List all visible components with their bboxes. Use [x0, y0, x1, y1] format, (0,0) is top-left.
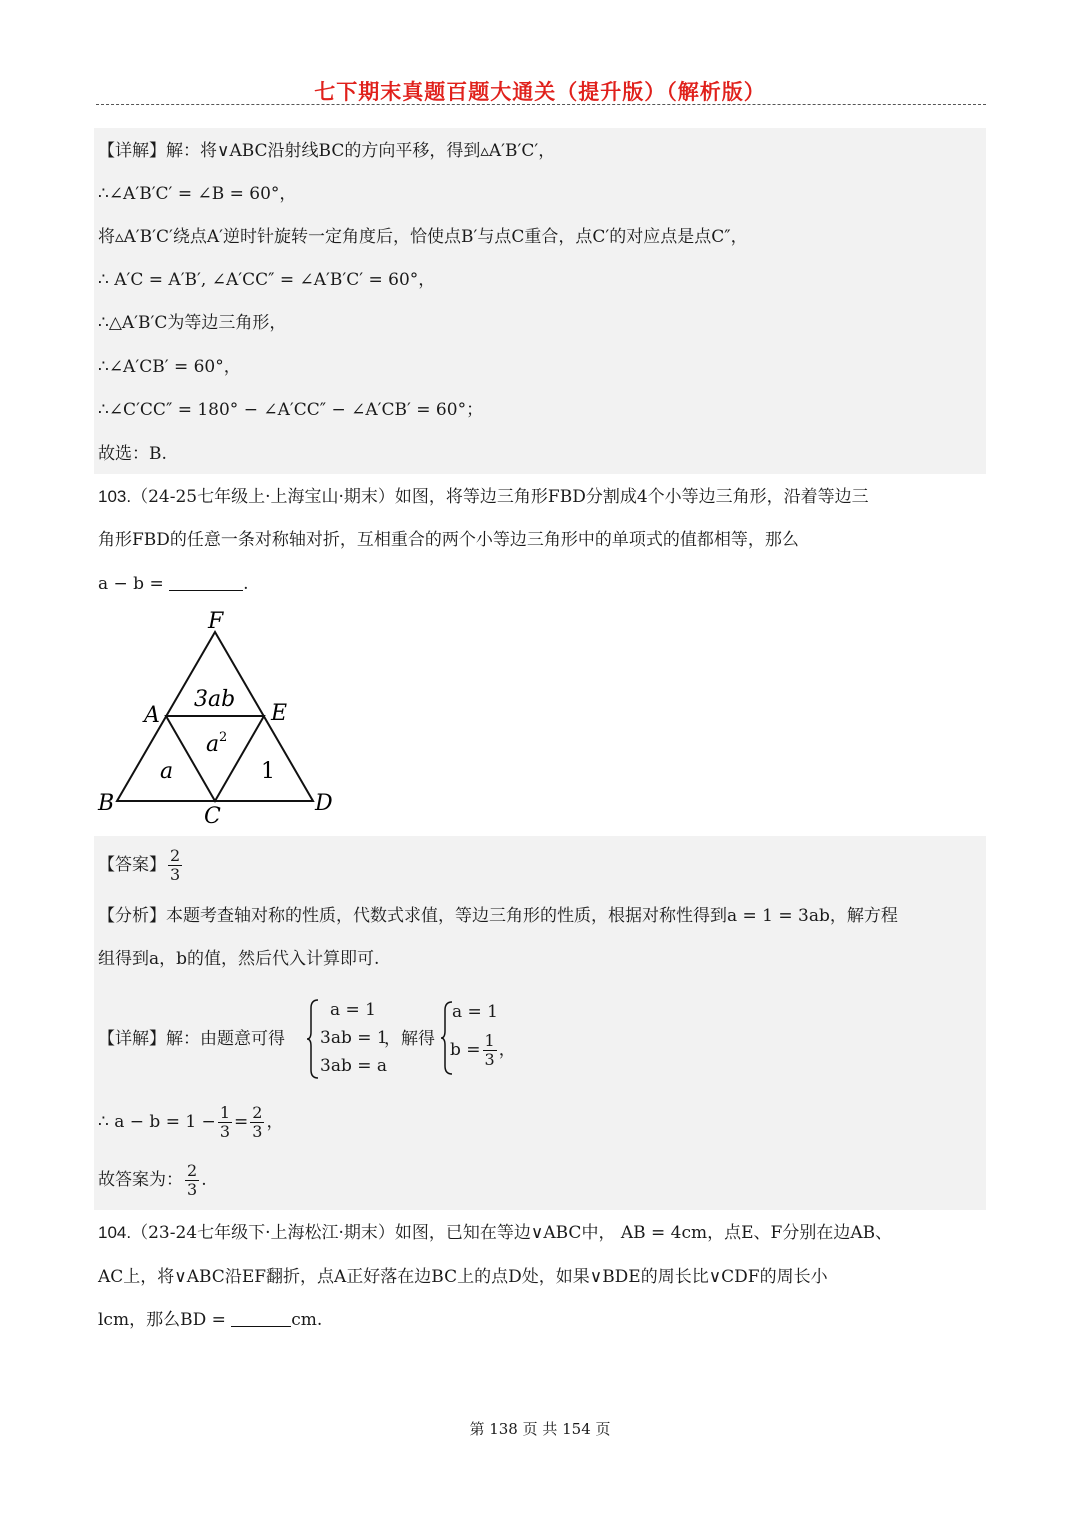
solution-comma: ，	[498, 1040, 516, 1060]
q104-text-3: lcm，那么BD =	[98, 1310, 226, 1330]
calc-fraction-1	[218, 1104, 232, 1141]
prev-solution-block	[94, 128, 986, 474]
q104-line-3	[98, 1308, 322, 1332]
inner-triangle-ace	[166, 716, 264, 801]
analysis-line-2: 组得到a，b的值，然后代入计算即可.	[98, 949, 380, 969]
final-numerator: 2	[187, 1161, 198, 1180]
q103-answer-blank	[169, 572, 243, 591]
q104-answer-blank	[231, 1308, 291, 1327]
page-footer: 第 138 页 共 154 页	[469, 1420, 611, 1438]
region-label-center-exponent: 2	[219, 730, 228, 745]
calc-denominator-1: 3	[219, 1122, 230, 1141]
header-divider	[96, 104, 986, 105]
solution-b-denominator: 3	[484, 1050, 495, 1069]
region-label-top: 3ab	[194, 687, 236, 712]
detail-solved-label: ，解得	[384, 1029, 435, 1049]
answer-denominator: 3	[170, 865, 181, 884]
solution-b-label: b =	[450, 1040, 481, 1060]
answer-block	[94, 836, 986, 1210]
calc-equals: =	[234, 1112, 249, 1132]
detail-prefix: 【详解】解：由题意可得	[98, 1029, 285, 1049]
prev-solution-line-7: ∴∠C′CC″ = 180° − ∠A′CC″ − ∠A′CB′ = 60°；	[98, 400, 484, 420]
analysis-line-1: 【分析】本题考查轴对称的性质，代数式求值，等边三角形的性质，根据对称性得到a = 1 = 3ab，解方程	[98, 906, 898, 926]
calc-fraction-2	[250, 1104, 264, 1141]
q104-line-1	[98, 1221, 892, 1245]
q104-unit: cm.	[291, 1310, 323, 1330]
final-fraction	[185, 1162, 199, 1199]
q103-line-2: 角形FBD的任意一条对称轴对折，互相重合的两个小等边三角形中的单项式的值都相等，那么	[98, 530, 799, 550]
answer-fraction	[168, 847, 182, 884]
final-prefix: 故答案为：	[98, 1170, 183, 1190]
final-answer-line	[98, 1160, 207, 1200]
q104-line-2: AC上，将∨ABC沿EF翻折，点A正好落在边BC上的点D处，如果∨BDE的周长比∨CDF的周长小	[98, 1267, 828, 1287]
solution-a: a = 1	[452, 1002, 499, 1022]
q103-expression: a − b =	[98, 574, 164, 594]
calc-numerator-2: 2	[252, 1103, 263, 1122]
q103-line-1	[98, 485, 869, 509]
q104-text-1: （23-24七年级下·上海松江·期末）如图，已知在等边∨ABC中， AB = 4cm，点E、F分别在边AB、	[131, 1223, 893, 1243]
solution-b-numerator: 1	[484, 1031, 495, 1050]
answer-label: 【答案】	[98, 855, 166, 875]
calc-prefix: ∴ a − b = 1 −	[98, 1112, 216, 1132]
vertex-label-c: C	[204, 804, 221, 828]
vertex-label-f: F	[208, 609, 224, 634]
prev-solution-line-3: 将▵A′B′C′绕点A′逆时针旋转一定角度后，恰使点B′与点C重合，点C′的对应点是点C″，	[98, 227, 748, 247]
region-label-right: 1	[261, 759, 275, 784]
calc-denominator-2: 3	[252, 1122, 263, 1141]
final-denominator: 3	[187, 1180, 198, 1199]
system-eq-2: 3ab = 1	[320, 1028, 388, 1048]
prev-solution-line-4: ∴ A′C = A′B′, ∠A′CC″ = ∠A′B′C′ = 60°，	[98, 270, 436, 290]
vertex-label-a: A	[144, 703, 160, 728]
answer-line	[98, 845, 184, 885]
system-brace-1	[306, 998, 320, 1080]
vertex-label-e: E	[271, 701, 288, 726]
system-eq-3: 3ab = a	[320, 1056, 388, 1076]
q103-number: 103.	[98, 487, 132, 506]
final-period: .	[201, 1170, 207, 1190]
calc-numerator-1: 1	[219, 1103, 230, 1122]
prev-solution-line-1: 【详解】解：将∨ABC沿射线BC的方向平移，得到▵A′B′C′，	[98, 141, 556, 161]
answer-numerator: 2	[170, 846, 181, 865]
page-header-title: 七下期末真题百题大通关（提升版）（解析版）	[314, 79, 766, 104]
q103-line-3	[98, 572, 249, 596]
vertex-label-d: D	[315, 791, 333, 816]
calculation-line	[98, 1102, 283, 1142]
solution-b	[450, 1032, 516, 1069]
q103-text-1: （24-25七年级上·上海宝山·期末）如图，将等边三角形FBD分割成4个小等边三角形，沿着等边三	[131, 487, 869, 507]
triangle-figure	[90, 608, 350, 828]
q103-period: .	[243, 574, 249, 594]
solution-b-fraction	[483, 1032, 497, 1069]
prev-solution-line-5: ∴△A′B′C为等边三角形，	[98, 313, 287, 333]
prev-solution-line-2: ∴∠A′B′C′ = ∠B = 60°，	[98, 184, 297, 204]
prev-solution-line-6: ∴∠A′CB′ = 60°，	[98, 357, 241, 377]
region-label-left: a	[160, 759, 174, 784]
system-eq-1: a = 1	[330, 1000, 377, 1020]
prev-solution-line-8: 故选：B.	[98, 444, 167, 464]
q104-number: 104.	[98, 1223, 132, 1242]
region-label-center: a	[206, 732, 220, 757]
vertex-label-b: B	[98, 791, 115, 816]
calc-comma: ，	[266, 1112, 284, 1132]
